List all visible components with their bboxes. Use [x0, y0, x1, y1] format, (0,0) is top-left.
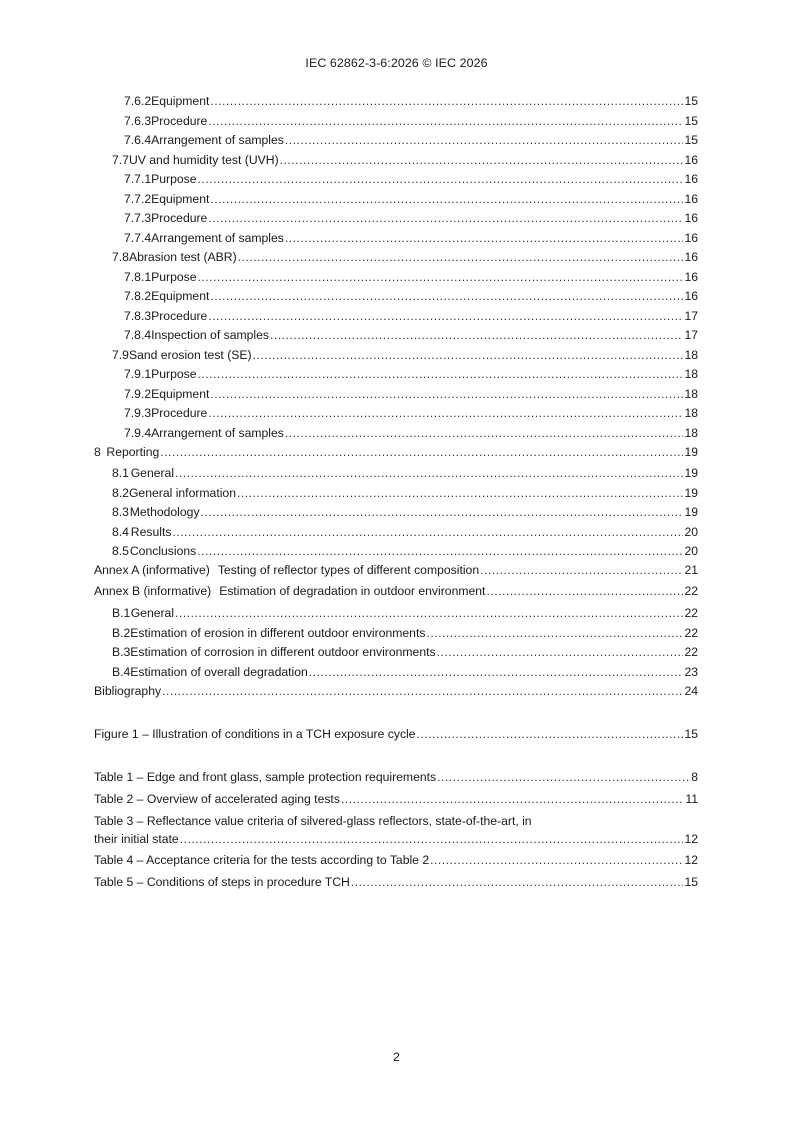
toc-entry[interactable]	[124, 287, 698, 305]
toc-entry[interactable]	[112, 624, 698, 642]
dot-leader	[198, 170, 684, 188]
toc-entry[interactable]	[124, 307, 698, 325]
toc-entry[interactable]	[112, 604, 698, 622]
toc-entry-title: Procedure	[151, 211, 208, 225]
toc-entry-number: Annex B (informative)	[94, 584, 212, 598]
dot-leader	[280, 151, 684, 169]
toc-entry-title: Estimation of overall degradation	[130, 664, 308, 679]
toc-entry[interactable]	[124, 170, 698, 188]
toc-entry-number: 7.8.2	[124, 289, 152, 303]
dot-leader	[426, 624, 683, 642]
dot-leader	[285, 229, 684, 247]
dot-leader	[210, 287, 683, 305]
toc-entry[interactable]	[124, 209, 698, 227]
toc-entry[interactable]	[124, 131, 698, 149]
dot-leader	[437, 768, 690, 786]
table-entry-title: Table 2 – Overview of accelerated aging tests	[94, 792, 340, 806]
toc-entry-title: Estimation of corrosion in different outdoor environments	[130, 645, 436, 659]
toc-entry-number: 8.5	[112, 544, 129, 558]
dot-leader	[270, 326, 683, 344]
toc-entry-page: 16	[684, 191, 698, 206]
toc-entry-number: 7.7.2	[124, 191, 152, 206]
toc-entry-page: 20	[684, 524, 698, 539]
toc-entry-number: 7.9.4	[124, 425, 152, 440]
dot-leader	[341, 790, 684, 808]
dot-leader	[172, 523, 683, 541]
toc-entry-title: Reporting	[106, 445, 160, 459]
toc-entry-title: Equipment	[151, 386, 210, 401]
toc-entry-number: B.1	[112, 606, 131, 620]
dot-leader	[430, 851, 683, 869]
toc-entry-page: 15	[684, 94, 698, 108]
toc-entry-page: 23	[684, 664, 698, 679]
toc-entry-title: General	[130, 606, 175, 620]
table-list-entry[interactable]	[94, 851, 698, 869]
toc-entry-number: 7.8	[112, 250, 129, 264]
toc-entry[interactable]	[124, 190, 698, 208]
dot-leader	[237, 484, 683, 502]
dot-leader	[198, 268, 684, 286]
toc-entry-number: 8.2	[112, 485, 129, 500]
dot-leader	[285, 131, 684, 149]
toc-entry-number: 7.8.4	[124, 328, 152, 342]
figure-list-entry[interactable]	[94, 725, 698, 743]
toc-entry-page: 18	[684, 347, 698, 362]
toc-entry-number: 7.9.2	[124, 386, 152, 401]
dot-leader	[197, 542, 683, 560]
toc-entry-number: 7.9.3	[124, 406, 152, 420]
dot-leader	[210, 92, 683, 110]
dot-leader	[238, 248, 684, 266]
toc-entry-number: 7.8.1	[124, 269, 152, 284]
toc-entry[interactable]	[124, 229, 698, 247]
table-entry-title: Table 1 – Edge and front glass, sample protection requirements	[94, 770, 437, 784]
page-header: IEC 62862-3-6:2026 © IEC 2026	[305, 56, 488, 70]
page-number: 2	[393, 1050, 400, 1064]
table-entry-title-continued: their initial state	[94, 832, 179, 846]
toc-entry-page: 22	[684, 625, 698, 640]
dot-leader	[351, 873, 684, 891]
toc-entry-page: 15	[684, 113, 698, 128]
dot-leader	[210, 190, 683, 208]
dot-leader	[198, 365, 684, 383]
toc-entry-page: 22	[684, 606, 698, 620]
dot-leader	[208, 404, 683, 422]
toc-entry[interactable]	[94, 582, 698, 600]
toc-entry-title: Abrasion test (ABR)	[128, 250, 237, 264]
toc-entry-page: 18	[684, 386, 698, 401]
dot-leader	[160, 443, 683, 461]
toc-entry-title: Estimation of erosion in different outdoor environments	[130, 625, 426, 640]
toc-entry-page: 22	[684, 645, 698, 659]
table-entry-page: 12	[684, 853, 698, 867]
toc-entry-number: B.2	[112, 625, 131, 640]
toc-entry-page: 19	[684, 445, 698, 459]
table-entry-title: Table 4 – Acceptance criteria for the tests according to Table 2	[94, 853, 430, 867]
toc-entry-page: 24	[684, 684, 698, 698]
toc-entry-number: 7.8.3	[124, 308, 152, 323]
toc-entry-title: Equipment	[151, 289, 210, 303]
toc-entry[interactable]	[112, 503, 698, 521]
toc-entry[interactable]	[112, 523, 698, 541]
toc-entry-page: 15	[684, 133, 698, 147]
toc-entry-title: Purpose	[151, 367, 197, 381]
dot-leader	[208, 112, 683, 130]
table-list-entry[interactable]	[94, 790, 698, 808]
toc-entry-title: Methodology	[129, 505, 200, 519]
toc-entry-page: 18	[684, 367, 698, 381]
dot-leader	[285, 424, 684, 442]
toc-entry-number: B.4	[112, 664, 131, 679]
toc-entry[interactable]	[112, 464, 698, 482]
toc-entry-number: 8	[94, 445, 101, 459]
toc-entry[interactable]	[112, 484, 698, 502]
toc-entry-page: 18	[684, 425, 698, 440]
dot-leader	[417, 725, 684, 743]
toc-entry-title: Arrangement of samples	[151, 230, 284, 245]
toc-entry[interactable]	[112, 643, 698, 661]
toc-entry-page: 16	[684, 211, 698, 225]
toc-entry-title: Procedure	[151, 308, 208, 323]
dot-leader	[253, 346, 684, 364]
toc-entry-number: 8.4	[112, 524, 129, 539]
dot-leader	[210, 385, 683, 403]
table-list-entry[interactable]	[94, 873, 698, 891]
toc-entry-page: 19	[684, 505, 698, 519]
toc-entry-title: General information	[128, 485, 236, 500]
toc-entry-number: 8.1	[112, 466, 129, 480]
toc-entry-number: 7.6.3	[124, 113, 152, 128]
toc-entry[interactable]	[112, 151, 698, 169]
dot-leader	[208, 307, 683, 325]
table-entry-page: 8	[691, 770, 698, 784]
toc-entry-number: 7.9.1	[124, 367, 152, 381]
toc-entry-number: 7.6.4	[124, 133, 152, 147]
toc-entry[interactable]	[94, 561, 698, 579]
toc-entry-number: 7.7.1	[124, 172, 152, 186]
table-entry-page: 11	[685, 792, 698, 806]
toc-entry-page: 17	[684, 328, 698, 342]
toc-entry[interactable]	[124, 112, 698, 130]
toc-entry[interactable]	[94, 682, 698, 700]
toc-entry-number: Annex A (informative)	[94, 562, 210, 577]
toc-entry-page: 18	[684, 406, 698, 420]
toc-entry-title: Arrangement of samples	[151, 133, 284, 147]
toc-entry-title: Estimation of degradation in outdoor environment	[219, 584, 486, 598]
toc-entry[interactable]	[112, 663, 698, 681]
toc-entry[interactable]	[112, 248, 698, 266]
table-entry-page: 12	[684, 832, 698, 846]
dot-leader	[175, 604, 683, 622]
dot-leader	[480, 561, 683, 579]
toc-entry[interactable]	[124, 326, 698, 344]
toc-entry-page: 16	[684, 250, 698, 264]
toc-entry[interactable]	[124, 268, 698, 286]
toc-entry[interactable]	[112, 346, 698, 364]
figure-entry-title: Figure 1 – Illustration of conditions in a TCH exposure cycle	[94, 727, 416, 741]
toc-entry-number: 7.6.2	[124, 94, 152, 108]
toc-entry-number: B.3	[112, 645, 131, 659]
dot-leader	[437, 643, 684, 661]
dot-leader	[162, 682, 683, 700]
toc-entry-title: Testing of reflector types of different composition	[217, 562, 480, 577]
table-entry-page: 15	[684, 875, 698, 889]
toc-entry-title: Conclusions	[129, 544, 197, 558]
toc-entry-title: UV and humidity test (UVH)	[128, 152, 279, 167]
toc-entry-page: 19	[684, 485, 698, 500]
table-list-entry[interactable]	[94, 768, 698, 786]
toc-entry-page: 16	[684, 152, 698, 167]
figure-entry-page: 15	[684, 727, 698, 741]
toc-entry[interactable]	[112, 542, 698, 560]
toc-entry-page: 16	[684, 269, 698, 284]
toc-entry-title: Sand erosion test (SE)	[128, 347, 252, 362]
toc-entry-title: Inspection of samples	[151, 328, 269, 342]
dot-leader	[309, 663, 684, 681]
dot-leader	[175, 464, 683, 482]
toc-entry-page: 17	[684, 308, 698, 323]
toc-entry-title: Purpose	[151, 269, 197, 284]
toc-entry-page: 22	[684, 584, 698, 598]
toc-entry-number: 7.9	[112, 347, 129, 362]
dot-leader	[180, 830, 684, 848]
toc-entry-number: 7.7.3	[124, 211, 152, 225]
toc-entry-page: 16	[684, 172, 698, 186]
toc-entry-title: Procedure	[151, 406, 208, 420]
toc-entry-number: 7.7	[112, 152, 129, 167]
toc-entry-title: Procedure	[151, 113, 208, 128]
toc-entry-number: 7.7.4	[124, 230, 152, 245]
toc-entry-title: Purpose	[151, 172, 197, 186]
toc-entry-title: Bibliography	[94, 684, 162, 698]
toc-entry[interactable]	[124, 385, 698, 403]
toc-entry-page: 16	[684, 289, 698, 303]
toc-entry-page: 19	[684, 466, 698, 480]
dot-leader	[201, 503, 684, 521]
toc-entry-title: Arrangement of samples	[151, 425, 284, 440]
toc-entry[interactable]	[124, 424, 698, 442]
toc-entry-title: General	[130, 466, 175, 480]
toc-entry-page: 16	[684, 230, 698, 245]
toc-entry-title: Equipment	[151, 94, 210, 108]
toc-entry-page: 20	[684, 544, 698, 558]
toc-entry-title: Equipment	[151, 191, 210, 206]
table-entry-title: Table 3 – Reflectance value criteria of silvered-glass reflectors, state-of-the-art, in	[94, 814, 532, 828]
table-list-entry[interactable]	[94, 812, 698, 848]
dot-leader	[208, 209, 683, 227]
toc-entry[interactable]	[124, 404, 698, 422]
toc-entry-title: Results	[130, 524, 172, 539]
toc-entry-page: 21	[684, 562, 698, 577]
dot-leader	[486, 582, 683, 600]
toc-entry[interactable]	[124, 365, 698, 383]
table-entry-title: Table 5 – Conditions of steps in procedure TCH	[94, 875, 350, 889]
toc-entry[interactable]	[94, 443, 698, 461]
toc-entry[interactable]	[124, 92, 698, 110]
toc-entry-number: 8.3	[112, 505, 129, 519]
